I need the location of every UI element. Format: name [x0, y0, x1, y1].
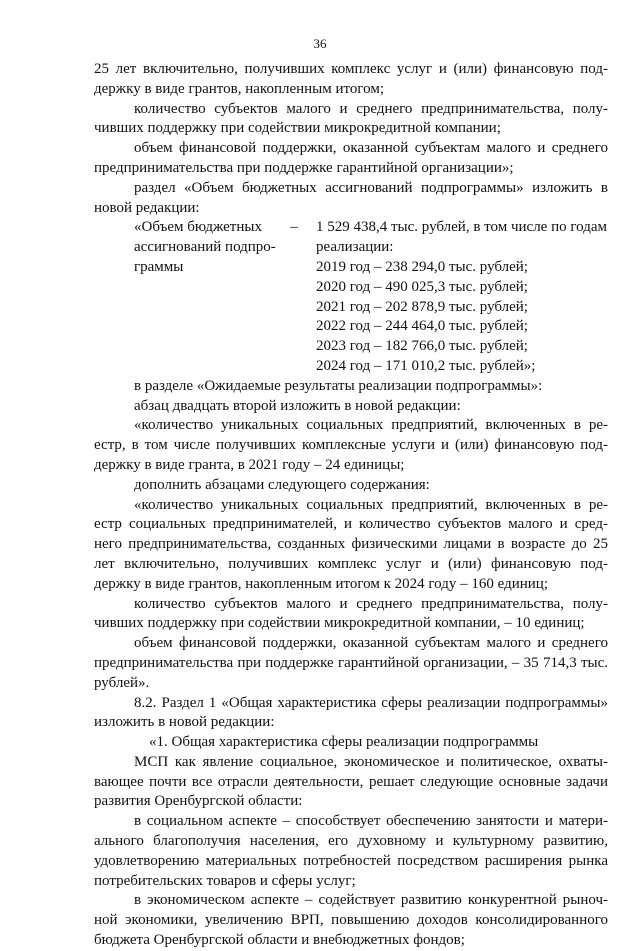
table-value-line: 2022 год – 244 464,0 тыс. рублей;	[316, 318, 528, 335]
table-label-line: ассигнований подпро-	[134, 239, 276, 256]
table-value-line: 1 529 438,4 тыс. рублей, в том числе по годам	[316, 219, 607, 236]
paragraph: «количество уникальных социальных предприятий, включенных в ре-естр социальных предпринимателей, и количество субъектов малого и сред-него предпринимательства, созданных физическими лицами в возрасте до 25 лет включительно, получивших комплекс услуг и (или) финансовую под-держку в виде грантов, накопленным итогом к 2024 году – 160 единиц;	[94, 496, 608, 592]
budget-table	[94, 218, 608, 376]
paragraph: объем финансовой поддержки, оказанной субъектам малого и среднего предпринимательства при поддержке гарантийной организации, – 35 714,3 тыс. рублей».	[94, 635, 608, 691]
paragraph: в экономическом аспекте – содействует развитию конкурентной рыноч-ной экономики, увеличению ВРП, повышению доходов консолидированного бюджета Оренбургской области и внебюджетных фондов;	[94, 892, 608, 949]
paragraph: в социальном аспекте – способствует обеспечению занятости и матери-ального благополучия населения, его духовному и культурному развитию, удовлетворению материальных потребностей посредством расширения рынка потребительских товаров и сферы услуг;	[94, 813, 608, 889]
paragraph: дополнить абзацами следующего содержания:	[134, 476, 430, 493]
document-body	[94, 60, 608, 951]
table-value-line: 2019 год – 238 294,0 тыс. рублей;	[316, 258, 528, 275]
table-label-line: граммы	[134, 258, 184, 275]
budget-table-values	[316, 218, 608, 376]
table-value-line: реализации:	[316, 239, 394, 256]
paragraph: МСП как явление социальное, экономическое и политическое, охваты-вающее почти все отрасли деятельности, решает следующие основные задачи развития Оренбургской области:	[94, 753, 608, 810]
paragraph: количество субъектов малого и среднего предпринимательства, полу-чивших поддержку при содействии микрокредитной компании, – 10 единиц;	[94, 595, 608, 632]
table-value-line: 2021 год – 202 878,9 тыс. рублей;	[316, 298, 528, 315]
paragraph: раздел «Объем бюджетных ассигнований подпрограммы» изложить в новой редакции:	[94, 179, 608, 216]
page-number: 36	[313, 36, 327, 51]
paragraph: 25 лет включительно, получивших комплекс услуг и (или) финансовую под-держку в виде грантов, накопленным итогом;	[94, 61, 608, 97]
table-dash: –	[290, 219, 298, 236]
paragraph: количество субъектов малого и среднего предпринимательства, полу-чивших поддержку при содействии микрокредитной компании;	[94, 100, 608, 137]
paragraph: объем финансовой поддержки, оказанной субъектам малого и среднего предпринимательства при поддержке гарантийной организации»;	[94, 140, 608, 176]
paragraph: «количество уникальных социальных предприятий, включенных в ре-естр, в том числе получивших комплексные услуги и (или) финансовую под-держку в виде гранта, в 2021 году – 24 единицы;	[94, 417, 608, 473]
paragraph: абзац двадцать второй изложить в новой редакции:	[134, 397, 461, 414]
table-label-line: «Объем бюджетных	[134, 219, 262, 236]
table-value-line: 2020 год – 490 025,3 тыс. рублей;	[316, 278, 528, 295]
budget-table-label	[94, 218, 276, 376]
table-value-line: 2023 год – 182 766,0 тыс. рублей;	[316, 338, 528, 355]
paragraph: в разделе «Ожидаемые результаты реализации подпрограммы»:	[134, 377, 543, 394]
paragraph: 8.2. Раздел 1 «Общая характеристика сферы реализации подпрограммы» изложить в новой редакции:	[94, 694, 608, 731]
table-value-line: 2024 год – 171 010,2 тыс. рублей»;	[316, 357, 536, 374]
section-heading: «1. Общая характеристика сферы реализации подпрограммы	[149, 734, 539, 751]
